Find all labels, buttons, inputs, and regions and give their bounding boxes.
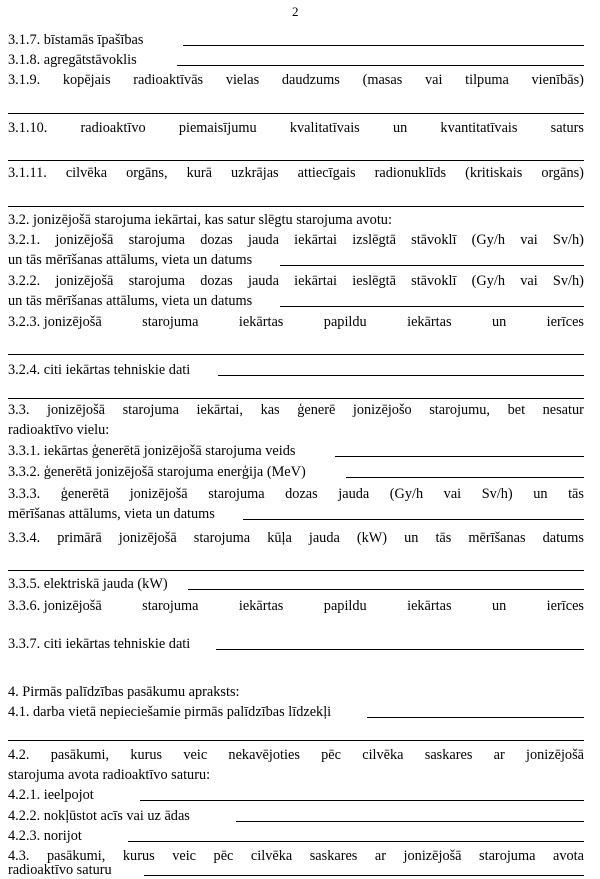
blank-line[interactable]: [183, 44, 584, 46]
word: (Gy/h: [471, 232, 505, 248]
word: kas: [260, 402, 280, 418]
word: 3.3.4.: [8, 530, 41, 546]
section-3-2-heading: 3.2. jonizējošā starojuma iekārtai, kas satur slēgtu starojuma avotu:: [8, 212, 392, 228]
field-3-1-8: 3.1.8. agregātstāvoklis: [8, 50, 584, 70]
section-4-2-heading: [8, 745, 584, 765]
word: 4.3.: [8, 848, 30, 864]
word: (masas: [362, 72, 403, 88]
blank-line[interactable]: [218, 374, 584, 376]
blank-line[interactable]: [140, 799, 584, 801]
word: iekārtai,: [196, 402, 243, 418]
field-3-3-2: 3.3.2. ģenerētā jonizējošā starojuma enerģija (MeV): [8, 462, 584, 482]
word: papildu: [323, 314, 367, 330]
word: un: [533, 486, 548, 502]
word: kopējais: [62, 72, 111, 88]
word: primārā: [57, 530, 102, 546]
word: iekārtas: [238, 314, 284, 330]
blank-line[interactable]: [8, 113, 584, 114]
word: bet: [507, 402, 526, 418]
word: 3.2.2.: [8, 273, 41, 289]
word: dozas: [200, 273, 233, 289]
blank-line[interactable]: [177, 64, 584, 66]
section-4-heading: 4. Pirmās palīdzības pasākumu apraksts:: [8, 684, 240, 700]
blank-line[interactable]: [346, 476, 584, 478]
word: iekārtas: [407, 314, 452, 330]
word: orgāns,: [126, 165, 168, 181]
blank-line[interactable]: [8, 570, 584, 571]
word: jauda: [338, 486, 370, 502]
word: 3.3.: [8, 402, 30, 418]
word: iekārtai: [294, 273, 338, 289]
word: 3.3.3.: [8, 486, 41, 502]
word: radioaktīvo: [80, 120, 146, 136]
word: kvalitatīvais: [289, 120, 360, 136]
word: Sv/h): [552, 232, 584, 248]
word: 3.2.1.: [8, 232, 41, 248]
word: jauda: [247, 232, 279, 248]
word: kurus: [130, 747, 163, 763]
word: jonizējošā: [55, 273, 114, 289]
word: starojuma: [208, 486, 265, 502]
word: pasākumi,: [46, 848, 106, 864]
word: datums: [542, 530, 584, 546]
word: kurā: [186, 165, 212, 181]
blank-line[interactable]: [335, 455, 584, 457]
blank-line[interactable]: [128, 840, 584, 842]
blank-line[interactable]: [243, 518, 584, 520]
field-3-3-3: [8, 484, 584, 504]
word: 3.1.9.: [8, 72, 41, 88]
word: 3.1.11.: [8, 165, 47, 181]
word: papildu: [323, 598, 367, 614]
blank-line[interactable]: [144, 874, 584, 876]
field-3-3-6: [8, 596, 584, 616]
word: pēc: [321, 747, 341, 763]
word: un: [491, 314, 507, 330]
word: ierīces: [546, 598, 584, 614]
blank-line[interactable]: [8, 206, 584, 207]
word: ģenerētā: [60, 486, 110, 502]
page-number: 2: [292, 4, 299, 19]
word: starojuma: [142, 314, 199, 330]
word: cilvēka: [65, 165, 108, 181]
word: 4.2.: [8, 747, 30, 763]
field-4-1: 4.1. darba vietā nepieciešamie pirmās palīdzības līdzekļi: [8, 702, 584, 722]
field-3-1-10: [8, 118, 584, 138]
word: dozas: [285, 486, 318, 502]
word: tilpuma: [465, 72, 509, 88]
blank-line[interactable]: [8, 740, 584, 741]
field-3-1-7: 3.1.7. bīstamās īpašības: [8, 30, 584, 50]
word: jonizējošā: [47, 402, 105, 418]
blank-line[interactable]: [8, 398, 584, 399]
word: ierīces: [546, 314, 584, 330]
field-3-1-11: [8, 163, 584, 183]
blank-line[interactable]: [8, 160, 584, 161]
word: veic: [183, 747, 208, 763]
field-3-3-5: 3.3.5. elektriskā jauda (kW): [8, 574, 584, 594]
blank-line[interactable]: [216, 648, 584, 650]
word: 3.3.6. jonizējošā: [8, 598, 102, 614]
word: ar: [493, 747, 505, 763]
word: 3.2.3. jonizējošā: [8, 314, 102, 330]
word: stāvoklī: [411, 273, 457, 289]
blank-line[interactable]: [280, 264, 584, 266]
word: piemaisījumu: [178, 120, 257, 136]
field-3-2-3: [8, 312, 584, 332]
word: cilvēka: [250, 848, 293, 864]
word: avota: [552, 848, 584, 864]
word: iekārtai: [294, 232, 338, 248]
word: iekārtas: [407, 598, 452, 614]
word: vai: [520, 273, 538, 289]
word: kūļa: [267, 530, 292, 546]
word: (kW): [356, 530, 388, 546]
word: jonizējošā: [129, 486, 188, 502]
word: jauda: [247, 273, 279, 289]
word: vai: [424, 72, 443, 88]
word: kvantitatīvais: [440, 120, 518, 136]
form-page: 2 3.1.7. bīstamās īpašības 3.1.8. agregātstāvoklis 3.1.9. kopējais radioaktīvās vielas daudzums (masas vai tilpuma vienībās) 3.1.10. radioaktīvo piemaisījumu kvalitatīvais un kvantitatīvais saturs 3.1.11. cilvēka orgāns, kurā uzkrājas attiecīgais radionuklīds (kritiskais orgāns) 3.2. jonizējošā starojuma iekārtai, kas satur slēgtu starojuma avotu: 3.2.1. jonizējošā starojuma dozas jauda iekārtai izslēgtā stāvoklī (Gy/h vai Sv/h) un tās mērīšanas attālums, vieta un datums 3.2.2. jonizējošā starojuma dozas jauda iekārtai ieslēgtā stāvoklī (Gy/h vai Sv/h) un tās mērīšanas attālums, vieta un datums 3.2.3. jonizējošā starojuma iekārtas papildu iekārtas un ierīces 3.2.4. citi iekārtas tehniskie dati 3.3. jonizējošā starojuma iekārtai, kas ģenerē jonizējošo starojumu, bet nesatur radioaktīvo vielu: 3.3.1. iekārtas ģenerētā jonizējošā starojuma veids 3.3.2. ģenerētā jonizējošā starojuma enerģija (MeV) 3.3.3. ģenerētā jonizējošā starojuma dozas jauda (Gy/h vai Sv/h) un tās mērīšanas attālums, vieta un datums 3.3.4. primārā jonizējošā starojuma kūļa jauda (kW) un tās mērīšanas datums 3.3.5. elektriskā jauda (kW) 3.3.6. jonizējošā starojuma iekārtas papildu iekārtas un ierīces 3.3.7. citi iekārtas tehniskie dati 4. Pirmās palīdzības pasākumu apraksts: 4.1. darba vietā nepieciešamie pirmās palīdzības līdzekļi 4.2. pasākumi, kurus veic nekavējoties pēc cilvēka saskares ar jonizējošā starojuma avota radioaktīvo saturu: 4.2.1. ieelpojot 4.2.2. nokļūstot acīs vai uz ādas 4.2.3. norijot 4.3. pasākumi, kurus veic pēc cilvēka saskares ar jonizējošā starojuma avota radioaktīvo saturu: [8, 4, 584, 878]
word: izslēgtā: [352, 232, 396, 248]
word: un: [404, 530, 419, 546]
field-4-3: radioaktīvo saturu: [8, 862, 584, 879]
word: nekavējoties: [228, 747, 300, 763]
word: jonizējošā: [118, 530, 177, 546]
word: ieslēgtā: [352, 273, 396, 289]
blank-line[interactable]: [367, 716, 584, 718]
word: ģenerē: [297, 402, 336, 418]
word: Sv/h): [481, 486, 513, 502]
word: jonizējošā: [55, 232, 114, 248]
word: pasākumi,: [50, 747, 110, 763]
word: starojuma: [479, 848, 536, 864]
word: (Gy/h: [389, 486, 424, 502]
word: iekārtas: [238, 598, 284, 614]
word: vai: [443, 486, 462, 502]
word: vai: [520, 232, 538, 248]
field-3-3-4: [8, 528, 584, 548]
field-3-2-2: [8, 271, 584, 291]
word: (kritiskais: [465, 165, 523, 181]
word: stāvoklī: [411, 232, 457, 248]
word: tās: [435, 530, 452, 546]
field-3-2-1: [8, 230, 584, 250]
word: saskares: [309, 848, 358, 864]
word: jonizējošā: [403, 848, 462, 864]
word: saturs: [550, 120, 584, 136]
word: veic: [172, 848, 197, 864]
word: starojuma: [142, 598, 199, 614]
word: starojuma: [193, 530, 251, 546]
word: ar: [374, 848, 387, 864]
word: Sv/h): [552, 273, 584, 289]
field-4-2-1: 4.2.1. ieelpojot: [8, 785, 584, 805]
field-3-3-7: 3.3.7. citi iekārtas tehniskie dati: [8, 634, 584, 654]
word: 3.1.10.: [8, 120, 48, 136]
word: saskares: [424, 747, 473, 763]
word: pēc: [213, 848, 234, 864]
word: attiecīgais: [297, 165, 356, 181]
word: jonizējošo: [352, 402, 412, 418]
word: jonizējošā: [526, 747, 584, 763]
word: daudzums: [281, 72, 340, 88]
word: orgāns): [541, 165, 584, 181]
word: radioaktīvās: [133, 72, 204, 88]
field-3-2-4: 3.2.4. citi iekārtas tehniskie dati: [8, 360, 584, 380]
word: vielas: [225, 72, 260, 88]
word: cilvēka: [362, 747, 404, 763]
word: kurus: [122, 848, 155, 864]
word: vienībās): [531, 72, 584, 88]
field-4-2-2: 4.2.2. nokļūstot acīs vai uz ādas: [8, 806, 584, 826]
blank-line[interactable]: [188, 588, 584, 590]
word: dozas: [200, 232, 233, 248]
blank-line[interactable]: [8, 354, 584, 355]
section-3-3-heading: [8, 400, 584, 420]
word: nesatur: [542, 402, 584, 418]
word: uzkrājas: [230, 165, 279, 181]
field-3-3-1: 3.3.1. iekārtas ģenerētā jonizējošā starojuma veids: [8, 441, 584, 461]
field-3-1-9: [8, 70, 584, 90]
word: tās: [568, 486, 584, 502]
word: radionuklīds: [374, 165, 447, 181]
word: un: [491, 598, 507, 614]
word: un: [392, 120, 408, 136]
word: starojuma: [128, 232, 185, 248]
word: starojuma: [122, 402, 179, 418]
word: starojumu,: [429, 402, 490, 418]
word: jauda: [308, 530, 340, 546]
blank-line[interactable]: [236, 820, 584, 822]
field-4-2-3: 4.2.3. norijot: [8, 826, 584, 846]
word: mērīšanas: [468, 530, 526, 546]
word: (Gy/h: [471, 273, 505, 289]
word: starojuma: [128, 273, 185, 289]
blank-line[interactable]: [280, 305, 584, 307]
